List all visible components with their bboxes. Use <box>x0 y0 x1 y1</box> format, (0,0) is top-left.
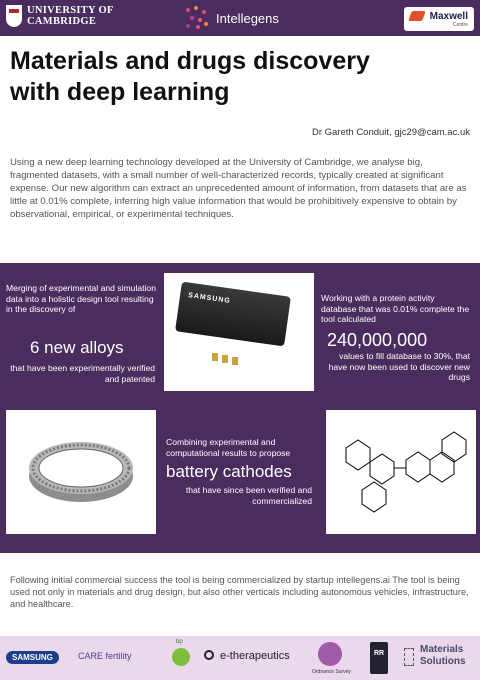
maxwell-logo <box>404 7 474 31</box>
header-bar <box>0 0 480 36</box>
cathode-intro: Combining experimental and computational results to propose <box>166 437 291 458</box>
title-line2: with deep learning <box>10 78 230 106</box>
ordnance-survey-icon <box>318 642 342 666</box>
maxwell-bird-icon <box>408 11 426 21</box>
molecule-structure-icon <box>326 410 476 534</box>
rolls-royce-label: RR <box>374 650 385 657</box>
title-line1: Materials and drugs discovery <box>10 47 370 75</box>
sponsor-bar <box>0 636 480 680</box>
results-panel <box>0 263 480 553</box>
intellegens-logo <box>184 6 279 30</box>
etherapeutics-logo: e-therapeutics <box>220 650 290 662</box>
cathode-tail: that have since been verified and commercialized <box>185 485 312 506</box>
cambridge-line1: UNIVERSITY OF <box>27 5 114 16</box>
samsung-logo: SAMSUNG <box>6 651 59 664</box>
turbine-icon <box>6 410 156 534</box>
turbine-image <box>6 410 156 534</box>
molecule-image <box>326 410 476 534</box>
drugs-headline: 240,000,000 <box>327 330 428 350</box>
footer-paragraph: Following initial commercial success the tool is being commercialized by startup intellegens.ai The tool is being used not only in materials and drug design, but also other verticals including autonomous vehicles, infrastructure, and healthcare. <box>10 575 469 609</box>
materials-label: Materials <box>420 644 464 655</box>
battery-image <box>164 273 314 391</box>
page-title <box>10 46 470 108</box>
drugs-intro: Working with a protein activity database that was 0.01% complete the tool calculated <box>321 293 470 324</box>
rolls-royce-icon <box>370 642 388 674</box>
battery-label: SAMSUNG <box>187 292 232 305</box>
intellegens-dots-icon <box>184 6 208 30</box>
battery-contacts-icon <box>164 273 314 391</box>
cathode-headline: battery cathodes <box>166 462 292 481</box>
maxwell-label: Maxwell <box>429 11 468 22</box>
solutions-label: Solutions <box>420 656 466 667</box>
intellegens-label: Intellegens <box>216 10 279 26</box>
alloys-intro: Merging of experimental and simulation data into a holistic design tool resulting in the discovery of <box>6 283 156 314</box>
drugs-tail: values to fill database to 30%, that have now been used to discover new drugs <box>328 351 470 382</box>
alloys-headline: 6 new alloys <box>30 338 124 357</box>
materials-solutions-icon <box>404 648 414 666</box>
care-fertility-logo: CARE fertility <box>78 651 132 661</box>
cambridge-line2: CAMBRIDGE <box>27 16 97 27</box>
bp-label: bp <box>176 639 183 645</box>
bp-logo <box>172 648 190 666</box>
etherapeutics-icon <box>204 650 214 660</box>
cambridge-logo <box>6 5 114 27</box>
ordnance-survey-label: Ordnance Survey <box>312 669 351 675</box>
cambridge-name <box>27 5 114 27</box>
intro-paragraph: Using a new deep learning technology developed at the University of Cambridge, we analyse big, fragmented datasets, with a small number of well-characterized records, typically created at significant expense. Our new algorithm can extract an unprecedented amount of information, from datasets that are as little at 0.01% complete, inferring high value information that would be prohibitively expensive to obtain by observational, empirical, or experimental techniques. <box>10 157 467 220</box>
maxwell-sub-label: Centre <box>452 22 468 28</box>
alloys-tail: that have been experimentally verified and patented <box>10 363 155 384</box>
author-line: Dr Gareth Conduit, gjc29@cam.ac.uk <box>311 127 470 138</box>
cambridge-shield-icon <box>6 5 22 27</box>
